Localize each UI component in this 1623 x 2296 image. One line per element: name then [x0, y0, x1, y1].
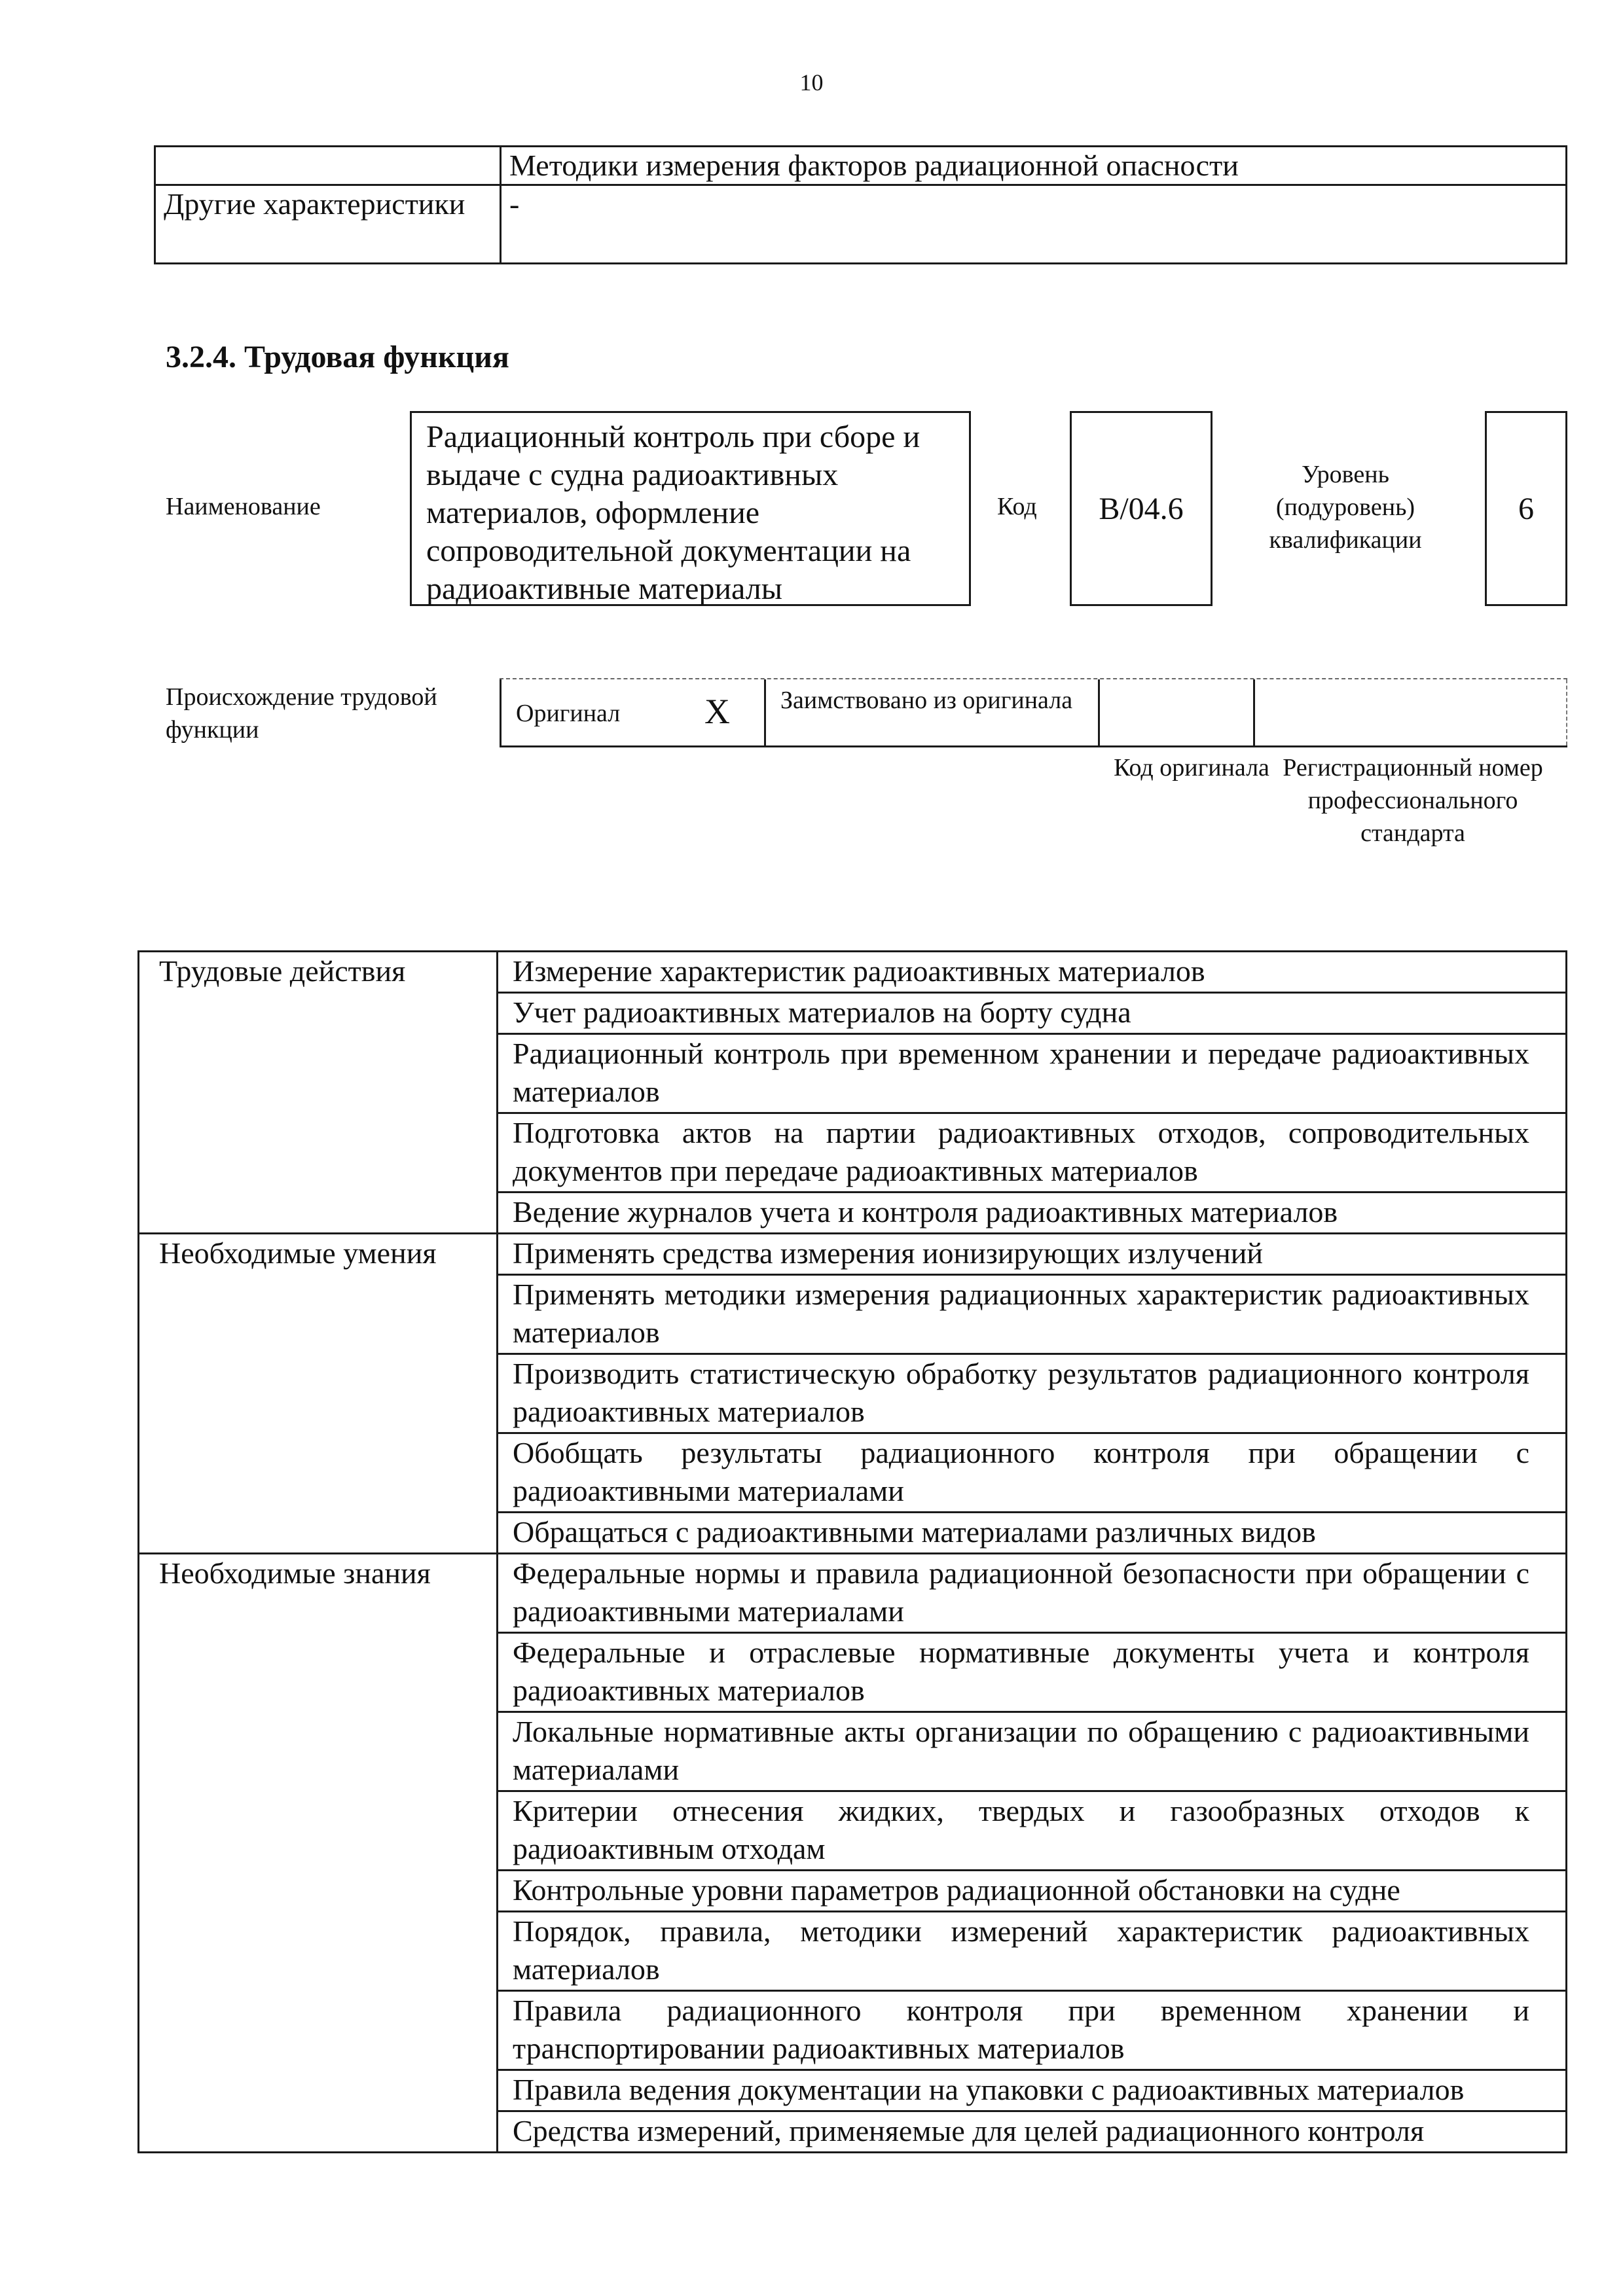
labor-actions-item: Учет радиоактивных материалов на борту судна	[498, 993, 1567, 1034]
code-label: Код	[997, 493, 1037, 520]
labor-actions-item: Подготовка актов на партии радиоактивных отходов, сопроводительных документов при передаче радиоактивных материалов	[498, 1113, 1567, 1193]
level-label: Уровень (подуровень) квалификации	[1269, 461, 1422, 554]
page-number: 10	[799, 69, 824, 96]
knowledge-item: Критерии отнесения жидких, твердых и газообразных отходов к радиоактивным отходам	[498, 1791, 1567, 1871]
labor-actions-item: Радиационный контроль при временном хранении и передаче радиоактивных материалов	[498, 1034, 1567, 1113]
skills-item: Обобщать результаты радиационного контроля при обращении с радиоактивными материалами	[498, 1433, 1567, 1513]
table-row	[139, 1234, 1567, 1275]
other-characteristics-value: -	[501, 185, 1567, 264]
knowledge-item: Правила радиационного контроля при временном хранении и транспортировании радиоактивных материалов	[498, 1991, 1567, 2070]
skills-item: Обращаться с радиоактивными материалами различных видов	[498, 1513, 1567, 1554]
skills-category: Необходимые умения	[139, 1234, 498, 1554]
table-row	[139, 1554, 1567, 1633]
knowledge-item: Локальные нормативные акты организации по обращению с радиоактивными материалами	[498, 1712, 1567, 1791]
knowledge-item: Порядок, правила, методики измерений характеристик радиоактивных материалов	[498, 1912, 1567, 1991]
reg-number-label: Регистрационный номер профессионального стандарта	[1283, 754, 1543, 847]
knowledge-category: Необходимые знания	[139, 1554, 498, 2153]
row-label	[155, 147, 501, 185]
original-mark: X	[704, 692, 730, 731]
borrowed-label: Заимствовано из оригинала	[780, 687, 1073, 714]
level-box	[1485, 411, 1567, 606]
knowledge-item: Федеральные и отраслевые нормативные документы учета и контроля радиоактивных материалов	[498, 1633, 1567, 1712]
knowledge-item: Федеральные нормы и правила радиационной безопасности при обращении с радиоактивными материалами	[498, 1554, 1567, 1633]
function-name-value: Радиационный контроль при сборе и выдаче с судна радиоактивных материалов, оформление сопроводительной документации на радиоактивные материалы	[426, 420, 921, 606]
original-code-label: Код оригинала	[1114, 754, 1269, 781]
origin-row	[500, 678, 1567, 747]
skills-item: Применять средства измерения ионизирующих излучений	[498, 1234, 1567, 1275]
continuation-table	[154, 145, 1567, 264]
labor-actions-category: Трудовые действия	[139, 952, 498, 1234]
row-value: Методики измерения факторов радиационной опасности	[501, 147, 1567, 185]
function-name-box	[410, 411, 971, 606]
origin-label: Происхождение трудовой функции	[166, 683, 437, 744]
table-row	[155, 185, 1567, 264]
original-cell	[500, 679, 764, 745]
original-code-cell	[1100, 679, 1255, 745]
labor-actions-item: Ведение журналов учета и контроля радиоактивных материалов	[498, 1193, 1567, 1234]
borrowed-cell	[764, 679, 1100, 745]
knowledge-item: Контрольные уровни параметров радиационной обстановки на судне	[498, 1871, 1567, 1912]
skills-item: Применять методики измерения радиационных характеристик радиоактивных материалов	[498, 1275, 1567, 1354]
labor-actions-item: Измерение характеристик радиоактивных материалов	[498, 952, 1567, 993]
original-label: Оригинал	[516, 700, 621, 727]
table-row	[155, 147, 1567, 185]
knowledge-item: Правила ведения документации на упаковки с радиоактивных материалов	[498, 2070, 1567, 2111]
level-value: 6	[1518, 491, 1534, 526]
function-details-table	[137, 950, 1567, 2153]
name-label: Наименование	[166, 493, 321, 520]
skills-item: Производить статистическую обработку результатов радиационного контроля радиоактивных материалов	[498, 1354, 1567, 1433]
code-box	[1070, 411, 1213, 606]
reg-number-cell	[1255, 679, 1567, 745]
table-row	[139, 952, 1567, 993]
code-value: В/04.6	[1099, 491, 1184, 526]
knowledge-item: Средства измерений, применяемые для целей радиационного контроля	[498, 2111, 1567, 2153]
section-title: 3.2.4. Трудовая функция	[166, 340, 509, 374]
other-characteristics-label: Другие характеристики	[155, 185, 501, 264]
